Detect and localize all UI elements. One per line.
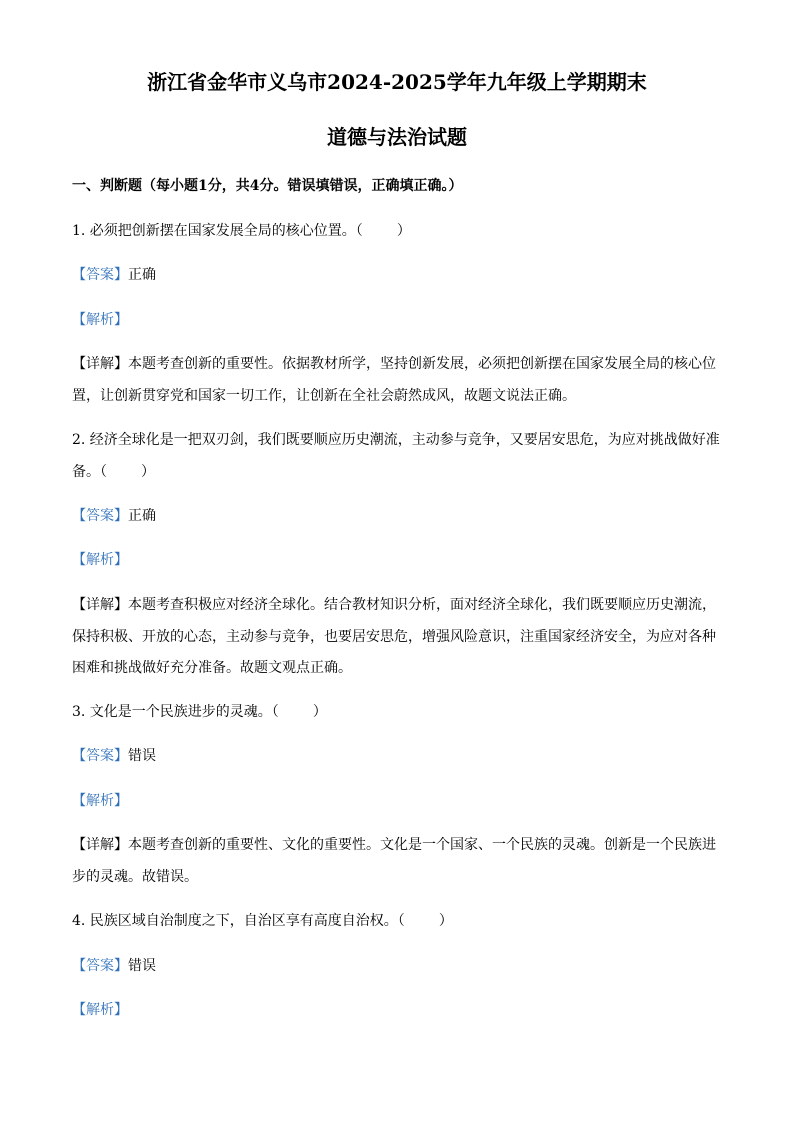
question-3-answer: 【答案】错误 — [72, 748, 156, 764]
answer-label: 【答案】 — [72, 267, 128, 283]
question-1-detail-line-1: 【详解】本题考查创新的重要性。依据教材所学，坚持创新发展，必须把创新摆在国家发展全局的核心位 — [72, 356, 716, 372]
question-2-stem-line-2: 备。（ ） — [72, 464, 155, 480]
question-2-stem-line-1: 2. 经济全球化是一把双刃剑，我们既要顺应历史潮流，主动参与竞争，又要居安思危，为应对挑战做好准 — [72, 432, 720, 448]
question-3-stem: 3. 文化是一个民族进步的灵魂。（ ） — [72, 704, 327, 720]
question-1-detail-line-2: 置，让创新贯穿党和国家一切工作，让创新在全社会蔚然成风，故题文说法正确。 — [72, 388, 576, 404]
detail-label: 【详解】 — [72, 597, 128, 613]
question-1-answer: 【答案】正确 — [72, 267, 156, 283]
document-subtitle: 道德与法治试题 — [327, 125, 467, 149]
question-2-detail-line-1: 【详解】本题考查积极应对经济全球化。结合教材知识分析，面对经济全球化，我们既要顺应历史潮流， — [72, 597, 716, 613]
question-1-stem: 1. 必须把创新摆在国家发展全局的核心位置。（ ） — [72, 223, 411, 239]
question-4-stem: 4. 民族区域自治制度之下，自治区享有高度自治权。（ ） — [72, 913, 453, 929]
question-4-answer: 【答案】错误 — [72, 958, 156, 974]
question-1-analysis-label: 【解析】 — [72, 312, 128, 328]
question-3-analysis-label: 【解析】 — [72, 793, 128, 809]
section-heading: 一、判断题（每小题1分，共4分。错误填错误，正确填正确。） — [72, 178, 463, 194]
question-2-answer: 【答案】正确 — [72, 508, 156, 524]
answer-label: 【答案】 — [72, 958, 128, 974]
question-4-analysis-label: 【解析】 — [72, 1002, 128, 1018]
answer-label: 【答案】 — [72, 508, 128, 524]
question-2-analysis-label: 【解析】 — [72, 552, 128, 568]
detail-label: 【详解】 — [72, 356, 128, 372]
question-2-detail-line-3: 困难和挑战做好充分准备。故题文观点正确。 — [72, 660, 352, 676]
detail-label: 【详解】 — [72, 837, 128, 853]
question-2-detail-line-2: 保持积极、开放的心态，主动参与竞争，也要居安思危，增强风险意识，注重国家经济安全，为应对各种 — [72, 629, 716, 645]
answer-label: 【答案】 — [72, 748, 128, 764]
question-3-detail-line-1: 【详解】本题考查创新的重要性、文化的重要性。文化是一个国家、一个民族的灵魂。创新是一个民族进 — [72, 837, 716, 853]
document-title: 浙江省金华市义乌市2024-2025学年九年级上学期期末 — [147, 70, 647, 94]
question-3-detail-line-2: 步的灵魂。故错误。 — [72, 869, 198, 885]
